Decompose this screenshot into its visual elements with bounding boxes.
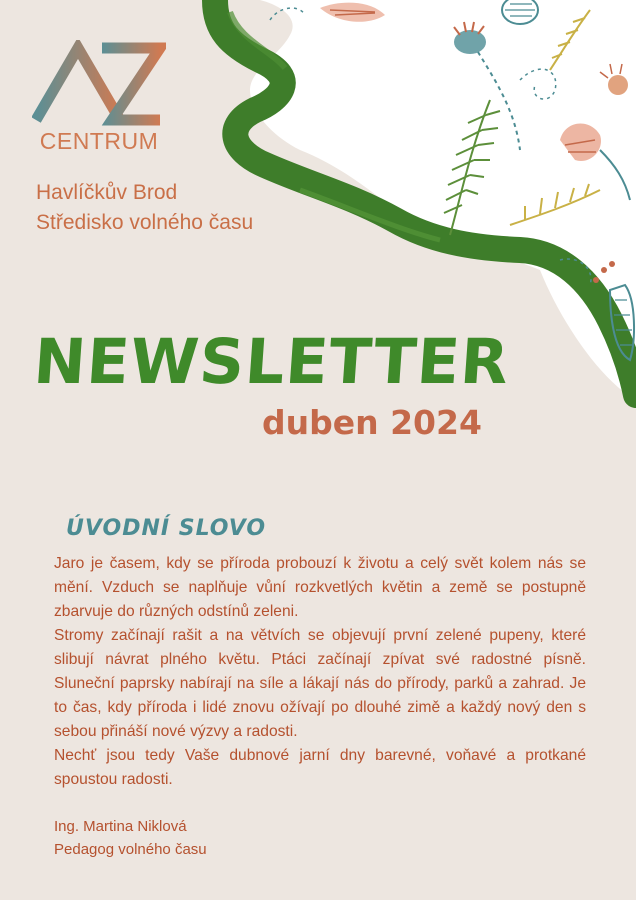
signature-block — [54, 815, 207, 861]
organization-block — [36, 178, 253, 238]
intro-paragraph: Jaro je časem, kdy se příroda probouzí k životu a celý svět kolem nás se mění. Vzduch se naplňuje vůní rozkvetlých květin a země se postupně zbarvuje do různých odstínů zeleni. — [54, 555, 586, 620]
intro-text — [54, 552, 586, 792]
signature-name: Ing. Martina Niklová — [54, 818, 187, 835]
signature-role: Pedagog volného času — [54, 841, 207, 858]
organization-city: Havlíčkův Brod — [36, 181, 178, 204]
intro-paragraph: Stromy začínají rašit a na větvích se objevují první zelené pupeny, které slibují návrat plného květu. Ptáci začínají zpívat své radostné písně. Sluneční paprsky nabírají na síle a lákají nás do přírody, parků a zahrad. Je to čas, kdy příroda i lidé znovu ožívají po dlouhé zimě a každý nový den s sebou přináší nové výzvy a radosti. — [54, 627, 586, 740]
newsletter-title: NEWSLETTER — [31, 325, 512, 398]
organization-name: Středisko volného času — [36, 211, 254, 234]
logo-wordmark: CENTRUM — [39, 128, 159, 154]
section-heading: ÚVODNÍ SLOVO — [66, 516, 267, 541]
issue-date: duben 2024 — [262, 403, 482, 442]
intro-paragraph: Nechť jsou tedy Vaše dubnové jarní dny barevné, voňavé a protkané spoustou radosti. — [54, 747, 586, 788]
